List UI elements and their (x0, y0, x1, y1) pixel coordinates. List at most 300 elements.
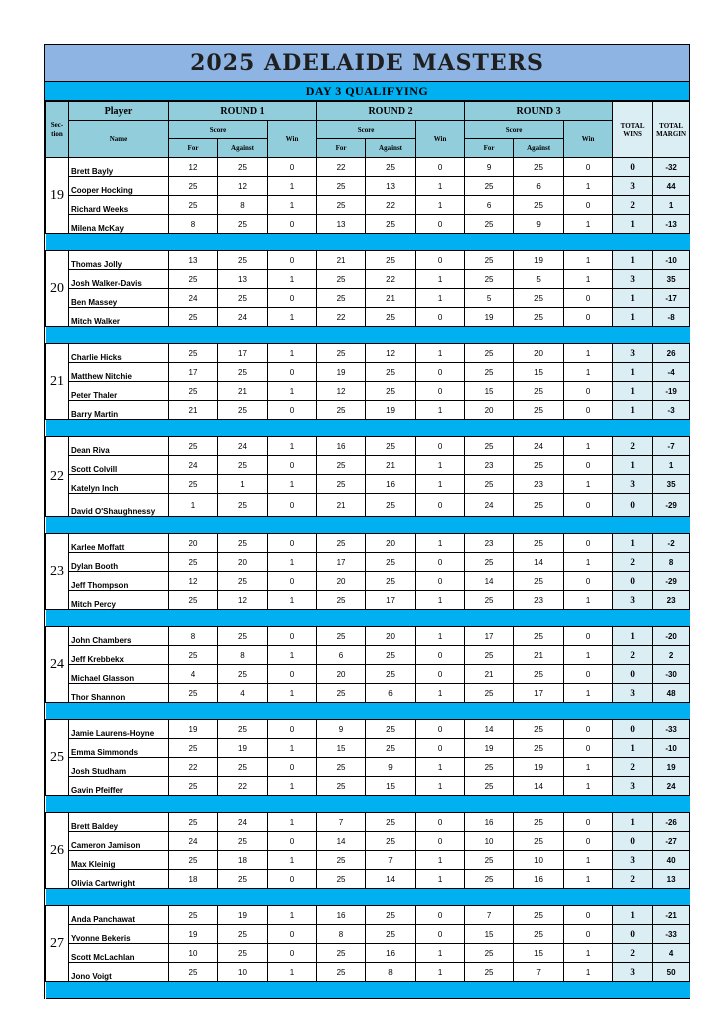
round-1-against: 25 (218, 289, 268, 308)
player-name: Jeff Krebbekx (69, 646, 169, 665)
round-2-against: 25 (366, 437, 416, 456)
round-3-win: 0 (564, 906, 613, 925)
round-3-for: 25 (465, 851, 514, 870)
round-2-for: 21 (317, 251, 366, 270)
round-3-for: 25 (465, 944, 514, 963)
total-wins: 1 (613, 534, 653, 553)
separator-band (46, 703, 690, 720)
round-3-win: 1 (564, 944, 613, 963)
player-row (46, 251, 690, 270)
total-margin: 13 (653, 870, 690, 889)
round-1-win: 0 (268, 832, 317, 851)
subtitle-banner (45, 82, 689, 101)
round-3-for: 25 (465, 251, 514, 270)
total-margin: 24 (653, 777, 690, 796)
player-name: Katelyn Inch (69, 475, 169, 494)
separator-band (46, 327, 690, 344)
round-1-for: 25 (169, 344, 218, 363)
round-1-win: 1 (268, 437, 317, 456)
round-1-for: 25 (169, 177, 218, 196)
round-3-for: 15 (465, 382, 514, 401)
round-1-win: 0 (268, 534, 317, 553)
total-margin: 4 (653, 944, 690, 963)
player-row (46, 720, 690, 739)
round-2-for: 22 (317, 308, 366, 327)
player-name: Peter Thaler (69, 382, 169, 401)
total-margin: 2 (653, 646, 690, 665)
round-2-for: 20 (317, 665, 366, 684)
round-3-for: 21 (465, 665, 514, 684)
round-1-win: 1 (268, 196, 317, 215)
total-margin: 48 (653, 684, 690, 703)
r1-against-header: Against (218, 139, 268, 158)
player-name: Anda Panchawat (69, 906, 169, 925)
round-1-win: 1 (268, 777, 317, 796)
player-name: Scott McLachlan (69, 944, 169, 963)
total-wins: 0 (613, 925, 653, 944)
player-row (46, 494, 690, 517)
player-row (46, 646, 690, 665)
round-2-for: 25 (317, 963, 366, 982)
total-wins: 0 (613, 572, 653, 591)
round-3-win: 1 (564, 758, 613, 777)
player-row (46, 925, 690, 944)
total-margin: 23 (653, 591, 690, 610)
r2-score-header: Score (317, 121, 416, 139)
round-2-win: 1 (416, 344, 465, 363)
total-wins: 1 (613, 456, 653, 475)
round-2-win: 1 (416, 534, 465, 553)
player-row (46, 870, 690, 889)
round-2-win: 1 (416, 270, 465, 289)
total-margin: -10 (653, 251, 690, 270)
round-2-for: 25 (317, 758, 366, 777)
round-3-for: 25 (465, 553, 514, 572)
round-3-against: 25 (514, 739, 564, 758)
round-1-for: 24 (169, 456, 218, 475)
total-wins: 3 (613, 270, 653, 289)
round-2-against: 14 (366, 870, 416, 889)
round-1-against: 25 (218, 925, 268, 944)
round-3-for: 23 (465, 534, 514, 553)
round-3-win: 1 (564, 684, 613, 703)
round-2-against: 25 (366, 158, 416, 177)
section-separator (46, 796, 690, 813)
round-2-win: 1 (416, 475, 465, 494)
round-3-win: 0 (564, 382, 613, 401)
round-1-for: 12 (169, 158, 218, 177)
round-2-for: 19 (317, 363, 366, 382)
player-name: Mitch Percy (69, 591, 169, 610)
round-1-against: 8 (218, 196, 268, 215)
round-3-against: 20 (514, 344, 564, 363)
round-3-win: 1 (564, 777, 613, 796)
round-2-against: 22 (366, 270, 416, 289)
title-banner (45, 45, 689, 82)
round-2-against: 25 (366, 308, 416, 327)
total-wins: 1 (613, 627, 653, 646)
player-row (46, 627, 690, 646)
round-3-win: 0 (564, 456, 613, 475)
round-3-for: 25 (465, 870, 514, 889)
round-1-win: 0 (268, 870, 317, 889)
round-1-for: 25 (169, 684, 218, 703)
round-1-against: 19 (218, 906, 268, 925)
round-3-for: 24 (465, 494, 514, 517)
total-wins: 1 (613, 739, 653, 758)
round-3-for: 25 (465, 646, 514, 665)
round-3-for: 5 (465, 289, 514, 308)
round-1-against: 25 (218, 456, 268, 475)
total-wins: 0 (613, 832, 653, 851)
round-3-against: 23 (514, 475, 564, 494)
round-2-against: 25 (366, 832, 416, 851)
round-2-against: 25 (366, 494, 416, 517)
round-1-against: 25 (218, 534, 268, 553)
round-3-against: 5 (514, 270, 564, 289)
round-1-against: 25 (218, 758, 268, 777)
section-separator (46, 327, 690, 344)
page-subtitle: DAY 3 QUALIFYING (305, 83, 429, 98)
r1-for-header: For (169, 139, 218, 158)
round-3-for: 25 (465, 963, 514, 982)
round-2-for: 25 (317, 177, 366, 196)
r2-against-header: Against (366, 139, 416, 158)
round-2-against: 20 (366, 534, 416, 553)
round-3-win: 0 (564, 813, 613, 832)
round-2-against: 25 (366, 906, 416, 925)
round-2-against: 19 (366, 401, 416, 420)
round-1-win: 0 (268, 758, 317, 777)
player-row (46, 308, 690, 327)
section-header: Sec-tion (46, 102, 69, 158)
round-2-win: 1 (416, 851, 465, 870)
round-2-against: 16 (366, 944, 416, 963)
round-2-win: 0 (416, 437, 465, 456)
player-name: Jono Voigt (69, 963, 169, 982)
player-row (46, 177, 690, 196)
round-2-against: 25 (366, 553, 416, 572)
round-3-win: 0 (564, 158, 613, 177)
round-2-for: 25 (317, 591, 366, 610)
round-1-win: 0 (268, 665, 317, 684)
total-wins: 3 (613, 963, 653, 982)
round-1-win: 0 (268, 251, 317, 270)
round-2-against: 9 (366, 758, 416, 777)
round-1-against: 25 (218, 627, 268, 646)
total-wins: 1 (613, 382, 653, 401)
round-3-for: 6 (465, 196, 514, 215)
r3-for-header: For (465, 139, 514, 158)
round-3-for: 25 (465, 591, 514, 610)
round-3-win: 1 (564, 553, 613, 572)
round-3-against: 9 (514, 215, 564, 234)
round-2-win: 1 (416, 177, 465, 196)
player-name: Gavin Pfeiffer (69, 777, 169, 796)
round-3-against: 24 (514, 437, 564, 456)
round-1-win: 0 (268, 158, 317, 177)
round-3-against: 25 (514, 158, 564, 177)
total-margin: -27 (653, 832, 690, 851)
round-1-win: 1 (268, 382, 317, 401)
total-wins: 0 (613, 158, 653, 177)
round-3-for: 25 (465, 777, 514, 796)
section-separator (46, 517, 690, 534)
round-1-for: 25 (169, 646, 218, 665)
round-1-for: 13 (169, 251, 218, 270)
round-1-for: 10 (169, 944, 218, 963)
round-3-against: 6 (514, 177, 564, 196)
round-1-win: 0 (268, 572, 317, 591)
round-3-win: 0 (564, 627, 613, 646)
round-1-for: 24 (169, 832, 218, 851)
round-3-win: 0 (564, 289, 613, 308)
round-2-against: 6 (366, 684, 416, 703)
round-3-for: 10 (465, 832, 514, 851)
round-3-win: 0 (564, 572, 613, 591)
total-margin: 35 (653, 270, 690, 289)
separator-band (46, 420, 690, 437)
player-name: Jamie Laurens-Hoyne (69, 720, 169, 739)
section-separator (46, 610, 690, 627)
total-margin: -33 (653, 925, 690, 944)
player-row (46, 758, 690, 777)
round-2-for: 6 (317, 646, 366, 665)
player-name: Michael Glasson (69, 665, 169, 684)
round-2-for: 16 (317, 437, 366, 456)
round-3-against: 25 (514, 401, 564, 420)
section-number: 19 (46, 158, 69, 234)
round-2-against: 13 (366, 177, 416, 196)
page-title: 2025 ADELAIDE MASTERS (190, 50, 544, 76)
round-1-against: 8 (218, 646, 268, 665)
round-3-win: 0 (564, 308, 613, 327)
round-2-win: 0 (416, 553, 465, 572)
round-2-against: 16 (366, 475, 416, 494)
round-3-against: 15 (514, 944, 564, 963)
round-1-against: 25 (218, 158, 268, 177)
round-3-for: 25 (465, 344, 514, 363)
round-1-win: 1 (268, 553, 317, 572)
round-1-for: 25 (169, 739, 218, 758)
round-2-against: 21 (366, 456, 416, 475)
round-1-win: 1 (268, 851, 317, 870)
round-1-header: ROUND 1 (169, 102, 317, 121)
round-1-win: 1 (268, 963, 317, 982)
round-2-win: 1 (416, 963, 465, 982)
round-1-against: 19 (218, 739, 268, 758)
player-name: Richard Weeks (69, 196, 169, 215)
player-row (46, 215, 690, 234)
total-margin: -29 (653, 494, 690, 517)
total-margin: -26 (653, 813, 690, 832)
round-3-against: 23 (514, 591, 564, 610)
round-1-against: 1 (218, 475, 268, 494)
r1-win-header: Win (268, 121, 317, 158)
round-3-for: 25 (465, 363, 514, 382)
round-2-win: 0 (416, 494, 465, 517)
round-3-for: 25 (465, 475, 514, 494)
player-name: Matthew Nitchie (69, 363, 169, 382)
round-3-against: 25 (514, 813, 564, 832)
round-1-for: 25 (169, 906, 218, 925)
round-3-win: 0 (564, 494, 613, 517)
section-number: 25 (46, 720, 69, 796)
total-wins: 1 (613, 289, 653, 308)
round-2-for: 15 (317, 739, 366, 758)
round-1-win: 0 (268, 925, 317, 944)
round-2-against: 12 (366, 344, 416, 363)
round-3-win: 1 (564, 363, 613, 382)
round-2-for: 25 (317, 344, 366, 363)
round-2-win: 0 (416, 832, 465, 851)
round-2-win: 0 (416, 925, 465, 944)
round-1-for: 12 (169, 572, 218, 591)
round-2-win: 1 (416, 591, 465, 610)
round-1-against: 18 (218, 851, 268, 870)
round-3-for: 25 (465, 684, 514, 703)
round-1-against: 25 (218, 870, 268, 889)
round-3-against: 14 (514, 553, 564, 572)
results-body (46, 158, 690, 999)
round-1-for: 8 (169, 627, 218, 646)
player-name: Milena McKay (69, 215, 169, 234)
round-3-against: 19 (514, 251, 564, 270)
round-3-for: 25 (465, 437, 514, 456)
round-2-against: 7 (366, 851, 416, 870)
player-name: Emma Simmonds (69, 739, 169, 758)
round-1-for: 25 (169, 963, 218, 982)
round-2-against: 25 (366, 665, 416, 684)
player-name: Thomas Jolly (69, 251, 169, 270)
round-2-against: 25 (366, 720, 416, 739)
player-row (46, 553, 690, 572)
player-name: Cameron Jamison (69, 832, 169, 851)
round-3-win: 1 (564, 851, 613, 870)
player-name: Josh Studham (69, 758, 169, 777)
r3-score-header: Score (465, 121, 564, 139)
round-1-against: 4 (218, 684, 268, 703)
round-2-for: 25 (317, 401, 366, 420)
round-3-win: 1 (564, 591, 613, 610)
round-3-against: 25 (514, 534, 564, 553)
player-row (46, 196, 690, 215)
round-2-win: 0 (416, 646, 465, 665)
round-3-against: 25 (514, 572, 564, 591)
round-1-against: 25 (218, 494, 268, 517)
round-3-win: 0 (564, 401, 613, 420)
name-header: Name (69, 121, 169, 158)
round-1-against: 12 (218, 177, 268, 196)
round-2-for: 7 (317, 813, 366, 832)
round-2-win: 0 (416, 382, 465, 401)
section-number: 21 (46, 344, 69, 420)
player-row (46, 437, 690, 456)
total-margin: -29 (653, 572, 690, 591)
round-2-for: 25 (317, 456, 366, 475)
section-number: 22 (46, 437, 69, 517)
round-1-against: 25 (218, 401, 268, 420)
round-3-for: 9 (465, 158, 514, 177)
round-1-for: 19 (169, 925, 218, 944)
round-2-win: 1 (416, 777, 465, 796)
round-3-against: 15 (514, 363, 564, 382)
total-margin: -21 (653, 906, 690, 925)
round-3-for: 15 (465, 925, 514, 944)
round-2-for: 9 (317, 720, 366, 739)
round-3-for: 17 (465, 627, 514, 646)
round-2-against: 25 (366, 646, 416, 665)
total-margin: 8 (653, 553, 690, 572)
player-row (46, 906, 690, 925)
round-1-against: 25 (218, 944, 268, 963)
total-wins: 0 (613, 494, 653, 517)
round-1-for: 21 (169, 401, 218, 420)
round-1-win: 0 (268, 627, 317, 646)
round-1-for: 17 (169, 363, 218, 382)
player-row (46, 944, 690, 963)
round-1-win: 1 (268, 344, 317, 363)
round-2-for: 13 (317, 215, 366, 234)
round-1-win: 0 (268, 944, 317, 963)
round-3-against: 25 (514, 382, 564, 401)
total-margin: -8 (653, 308, 690, 327)
total-wins: 3 (613, 851, 653, 870)
total-wins: 3 (613, 684, 653, 703)
total-wins: 1 (613, 813, 653, 832)
round-1-against: 13 (218, 270, 268, 289)
round-1-win: 1 (268, 906, 317, 925)
total-margin: -10 (653, 739, 690, 758)
total-wins: 0 (613, 665, 653, 684)
round-3-against: 25 (514, 832, 564, 851)
total-margin: 1 (653, 196, 690, 215)
round-1-against: 24 (218, 308, 268, 327)
round-2-for: 20 (317, 572, 366, 591)
round-1-against: 17 (218, 344, 268, 363)
total-margin: -17 (653, 289, 690, 308)
total-margin: 19 (653, 758, 690, 777)
round-3-against: 10 (514, 851, 564, 870)
total-margin: 26 (653, 344, 690, 363)
player-name: John Chambers (69, 627, 169, 646)
player-name: Jeff Thompson (69, 572, 169, 591)
round-1-win: 0 (268, 289, 317, 308)
round-1-against: 22 (218, 777, 268, 796)
total-wins: 2 (613, 758, 653, 777)
round-2-for: 16 (317, 906, 366, 925)
player-row (46, 456, 690, 475)
section-separator (46, 234, 690, 251)
player-name: Brett Bayly (69, 158, 169, 177)
round-2-win: 1 (416, 944, 465, 963)
round-3-against: 17 (514, 684, 564, 703)
round-2-against: 20 (366, 627, 416, 646)
round-3-for: 25 (465, 177, 514, 196)
total-margin: -20 (653, 627, 690, 646)
round-2-against: 25 (366, 251, 416, 270)
total-wins: 3 (613, 177, 653, 196)
player-name: Ben Massey (69, 289, 169, 308)
player-name: Josh Walker-Davis (69, 270, 169, 289)
total-margin: 1 (653, 456, 690, 475)
round-3-header: ROUND 3 (465, 102, 613, 121)
round-2-for: 25 (317, 870, 366, 889)
separator-band (46, 796, 690, 813)
round-1-win: 0 (268, 401, 317, 420)
round-1-for: 25 (169, 475, 218, 494)
player-row (46, 401, 690, 420)
